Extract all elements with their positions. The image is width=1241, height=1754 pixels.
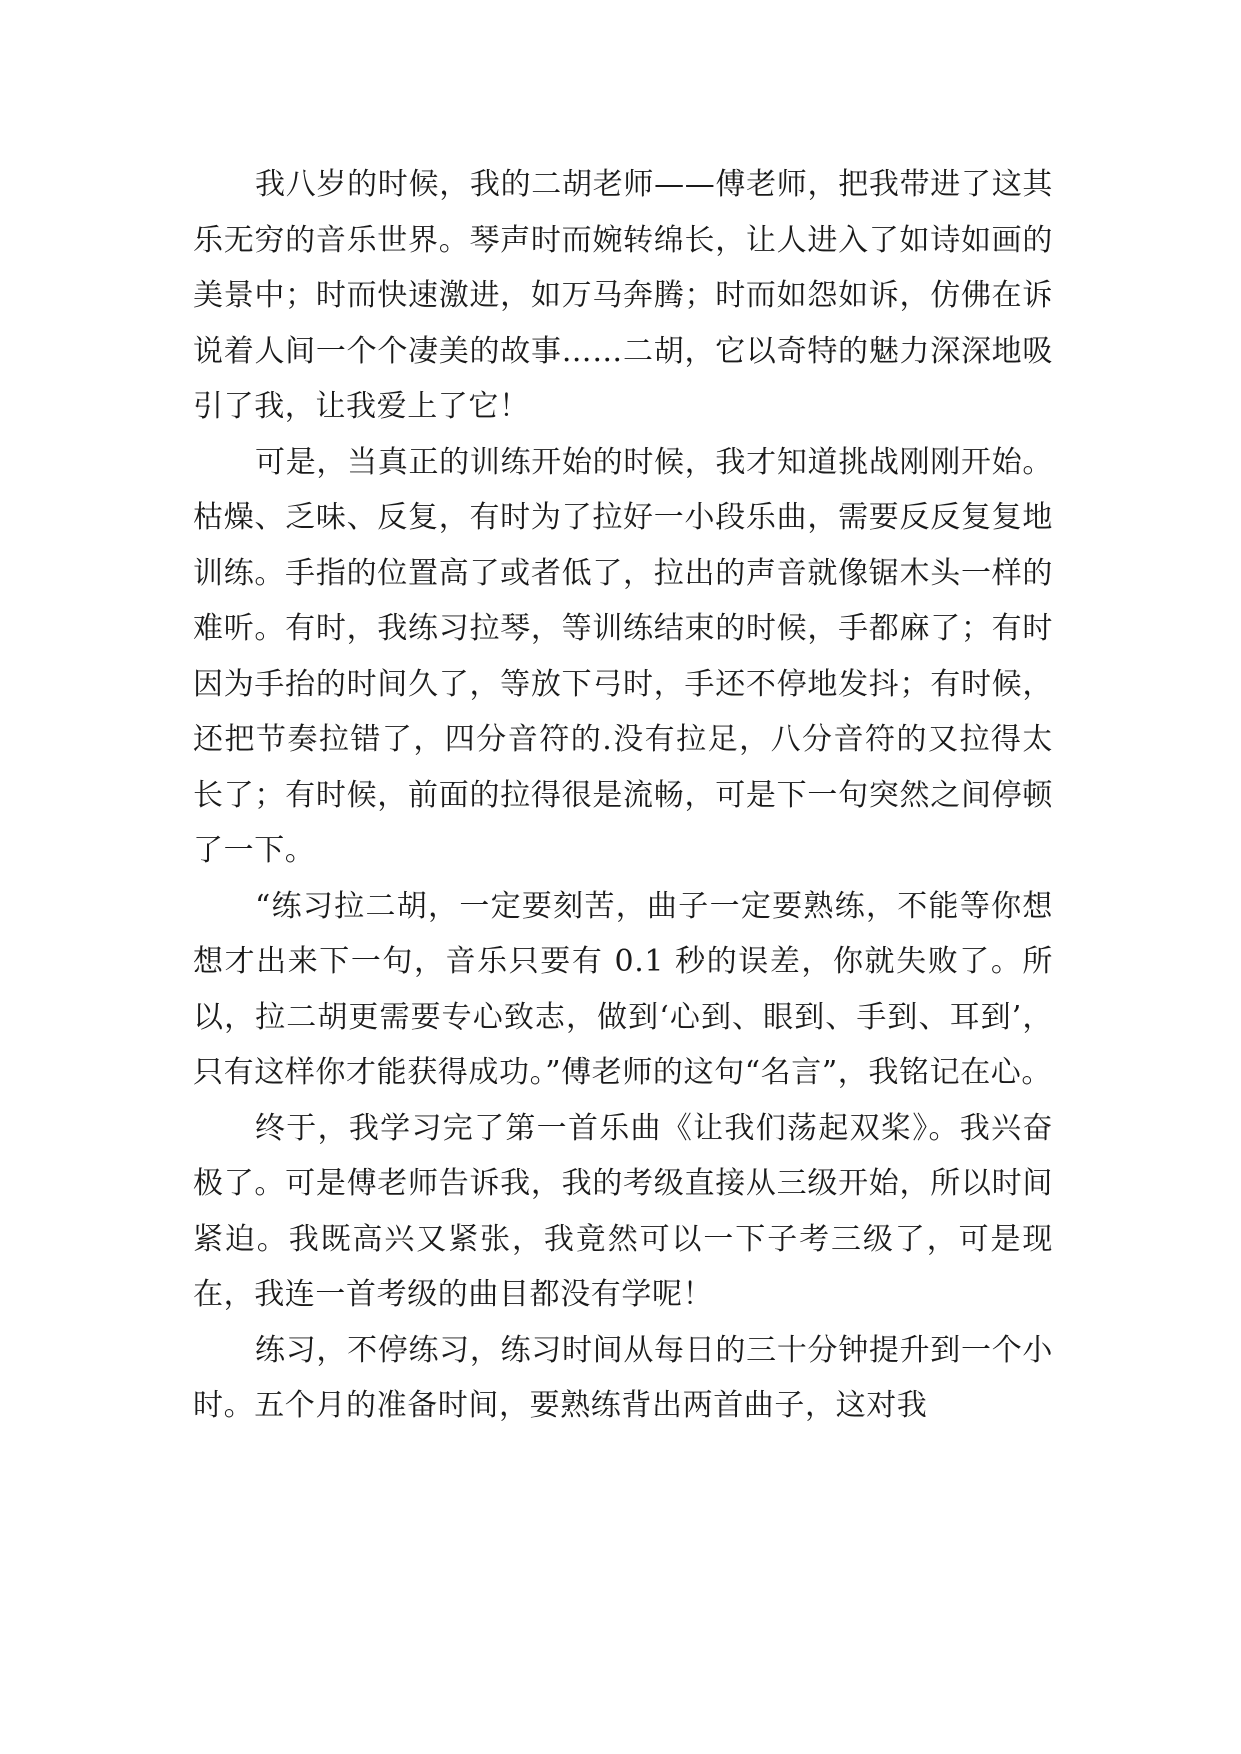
paragraph-1: 我八岁的时候，我的二胡老师——傅老师，把我带进了这其乐无穷的音乐世界。琴声时而婉转绵长，让人进入了如诗如画的美景中；时而快速激进，如万马奔腾；时而如怨如诉，仿佛在诉说着人间一个个凄美的故事……二胡，它以奇特的魅力深深地吸引了我，让我爱上了它！ bbox=[193, 167, 1053, 424]
paragraph-5: 练习，不停练习，练习时间从每日的三十分钟提升到一个小时。五个月的准备时间，要熟练背出两首曲子，这对我 bbox=[193, 1332, 1053, 1423]
paragraph-2: 可是，当真正的训练开始的时候，我才知道挑战刚刚开始。枯燥、乏味、反复，有时为了拉好一小段乐曲，需要反反复复地训练。手指的位置高了或者低了，拉出的声音就像锯木头一样的难听。有时，我练习拉琴，等训练结束的时候，手都麻了；有时因为手抬的时间久了，等放下弓时，手还不停地发抖；有时候，还把节奏拉错了，四分音符的.没有拉足，八分音符的又拉得太长了；有时候，前面的拉得很是流畅，可是下一句突然之间停顿了一下。 bbox=[193, 444, 1053, 868]
document-body bbox=[193, 157, 1053, 1434]
paragraph-4: 终于，我学习完了第一首乐曲《让我们荡起双桨》。我兴奋极了。可是傅老师告诉我，我的考级直接从三级开始，所以时间紧迫。我既高兴又紧张，我竟然可以一下子考三级了，可是现在，我连一首考级的曲目都没有学呢！ bbox=[193, 1110, 1053, 1312]
paragraph-3: “练习拉二胡，一定要刻苦，曲子一定要熟练，不能等你想想才出来下一句，音乐只要有 0.1 秒的误差，你就失败了。所以，拉二胡更需要专心致志，做到‘心到、眼到、手到、耳到’，只有这样你才能获得成功。”傅老师的这句“名言”，我铭记在心。 bbox=[193, 888, 1053, 1090]
